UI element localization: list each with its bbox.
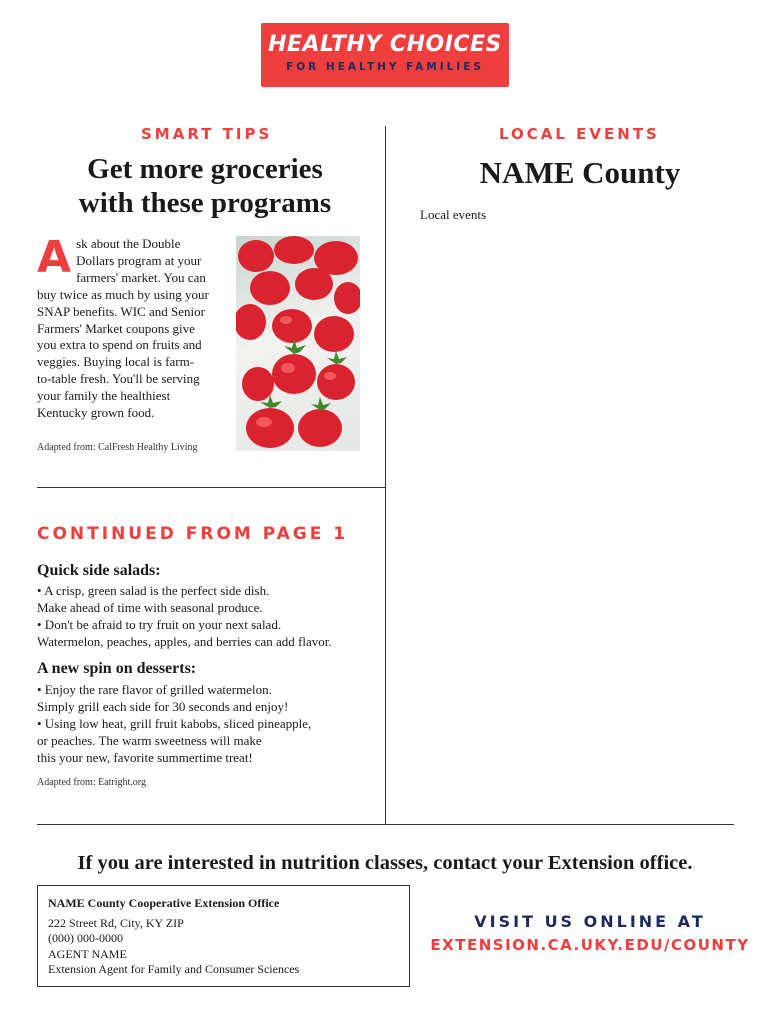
website-link[interactable]: EXTENSION.CA.UKY.EDU/COUNTY <box>430 936 750 954</box>
list-item: • Don't be afraid to try fruit on your next salad. <box>37 617 282 632</box>
footer-divider <box>37 824 734 825</box>
smart-tips-body <box>37 232 222 422</box>
headline-line-1: Get more groceries <box>87 153 323 185</box>
tips-line: farmers' market. You can <box>76 269 206 285</box>
tips-line: your family the healthiest <box>37 388 171 404</box>
section-divider <box>37 487 385 488</box>
tips-line: sk about the Double <box>76 236 181 251</box>
strawberries-photo <box>236 236 360 451</box>
tips-line: SNAP benefits. WIC and Senior <box>37 303 205 319</box>
healthy-choices-logo <box>261 23 509 87</box>
county-name: NAME County <box>479 155 681 190</box>
continued-kicker: CONTINUED FROM PAGE 1 <box>37 524 349 544</box>
tips-line: to-table fresh. You'll be serving <box>37 371 200 387</box>
tips-line: Farmers' Market coupons give <box>37 320 195 336</box>
list-item: Watermelon, peaches, apples, and berries can add flavor. <box>37 634 332 649</box>
strawberries-illustration <box>236 236 360 451</box>
office-name: NAME County Cooperative Extension Office <box>48 896 280 910</box>
tips-line: buy twice as much by using your <box>37 286 209 302</box>
list-item: this your new, favorite summertime treat! <box>37 750 253 765</box>
continued-source: Adapted from: Eatright.org <box>37 777 146 788</box>
smart-tips-headline <box>40 152 370 220</box>
drop-cap: A <box>37 232 72 283</box>
extension-office-box <box>37 885 410 987</box>
column-divider <box>385 126 386 825</box>
tips-line: Kentucky grown food. <box>37 405 155 421</box>
tips-line: Dollars program at your <box>76 252 202 268</box>
tips-line: you extra to spend on fruits and <box>37 337 202 353</box>
desserts-title: A new spin on desserts: <box>37 660 197 677</box>
list-item: • A crisp, green salad is the perfect side dish. <box>37 583 270 598</box>
office-phone: (000) 000-0000 <box>48 931 123 945</box>
salads-list <box>37 582 332 650</box>
desserts-list <box>37 681 311 766</box>
nutrition-classes-cta: If you are interested in nutrition classes, contact your Extension office. <box>77 852 693 874</box>
smart-tips-source: Adapted from: CalFresh Healthy Living <box>37 442 198 453</box>
local-events-kicker: LOCAL EVENTS <box>499 125 660 143</box>
logo-subtitle: FOR HEALTHY FAMILIES <box>286 61 484 73</box>
list-item: • Using low heat, grill fruit kabobs, sliced pineapple, <box>37 716 312 731</box>
list-item: or peaches. The warm sweetness will make <box>37 733 262 748</box>
local-events-text: Local events <box>420 207 487 222</box>
logo-title: HEALTHY CHOICES <box>268 32 502 57</box>
smart-tips-kicker: SMART TIPS <box>141 125 273 143</box>
agent-title: Extension Agent for Family and Consumer Sciences <box>48 962 300 976</box>
list-item: Simply grill each side for 30 seconds and enjoy! <box>37 699 289 714</box>
list-item: Make ahead of time with seasonal produce. <box>37 600 263 615</box>
list-item: • Enjoy the rare flavor of grilled watermelon. <box>37 682 272 697</box>
salads-title: Quick side salads: <box>37 562 161 579</box>
tips-line: veggies. Buying local is farm- <box>37 354 195 370</box>
office-address: 222 Street Rd, City, KY ZIP <box>48 915 184 930</box>
agent-name: AGENT NAME <box>48 946 127 961</box>
headline-line-2: with these programs <box>78 187 332 219</box>
visit-online-label: VISIT US ONLINE AT <box>474 912 706 931</box>
